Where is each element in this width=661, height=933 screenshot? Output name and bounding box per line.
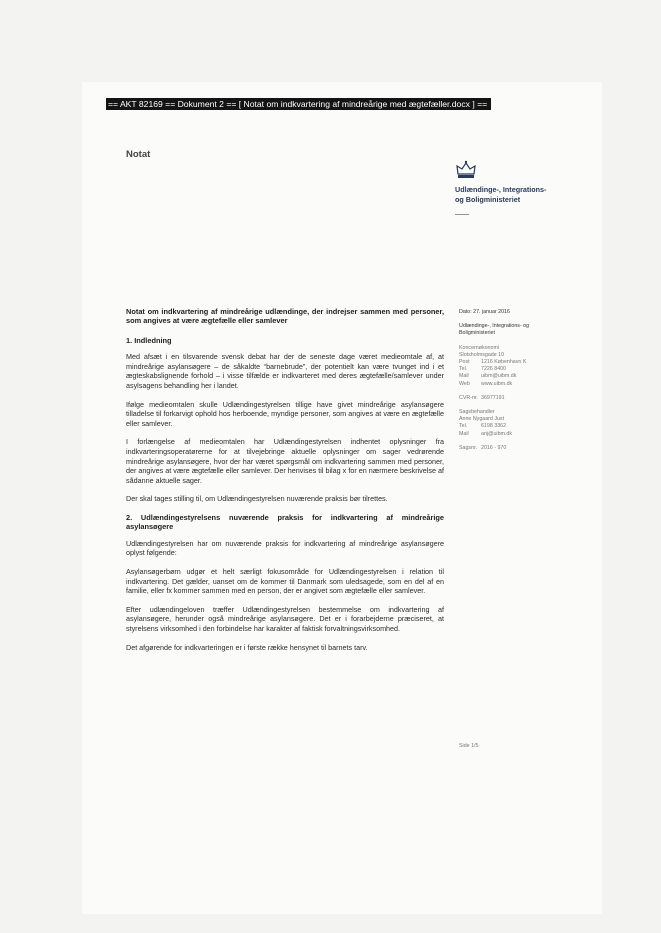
contact-value: 1216 København K xyxy=(481,359,527,366)
sidebar-address-block xyxy=(459,345,559,388)
ministry-logo-text xyxy=(455,185,565,204)
contact-label: Web xyxy=(459,380,470,387)
document-body xyxy=(126,307,444,661)
document-date: Dato: 27. januar 2016 xyxy=(459,309,510,315)
contact-row xyxy=(459,381,559,388)
sidebar-dept: Koncernøkonomi xyxy=(459,344,500,351)
paragraph: Ifølge medieomtalen skulle Udlændingestyrelsen tillige have givet mindreårige asylansøgere tilladelse til forkarvigt ophold hos herboende, myndige personer, som angives at være en ægtefælle eller samlever. xyxy=(126,399,444,428)
contact-value: 6198 3362 xyxy=(481,423,507,430)
case-number-value: 2016 - 970 xyxy=(481,444,507,451)
contact-label: Tel. xyxy=(459,423,468,430)
crown-icon xyxy=(455,160,477,180)
ministry-divider xyxy=(455,214,469,215)
contact-row xyxy=(459,366,559,373)
section-heading: 1. Indledning xyxy=(126,335,172,345)
cvr-row xyxy=(459,395,559,402)
sidebar-address: Slotsholmsgade 10 xyxy=(459,351,505,358)
caseworker-name: Anne Nygaard Just xyxy=(459,416,505,423)
case-number-row xyxy=(459,445,559,452)
document-type: Notat xyxy=(126,149,151,160)
contact-row xyxy=(459,359,559,366)
ministry-line2: og Boligministeriet xyxy=(455,194,521,204)
contact-label: Mail xyxy=(459,373,469,380)
page-number: Side 1/5 xyxy=(459,743,479,749)
contact-label: Mail xyxy=(459,430,469,437)
paragraph: Med afsæt i en tilsvarende svensk debat har der de seneste dage været medieomtale af, at mindreårige asylansøgere – de såkaldte “barnebrude”, der potentielt kan være tvunget ind i et ægteskabslignende forhold – i visse tilfælde er indkvarteret med deres ægtefælle/samlever under asylsagens behandling her i landet. xyxy=(126,352,444,390)
contact-value: www.uibm.dk xyxy=(481,380,513,387)
sidebar-ministry xyxy=(459,323,559,337)
document-banner: == AKT 82169 == Dokument 2 == [ Notat om indkvartering af mindreårige med ægtefæller.docx ] == xyxy=(106,98,491,110)
contact-value: uibm@uibm.dk xyxy=(481,373,517,380)
sidebar-ministry-line1: Udlændinge-, Integrations- og xyxy=(459,323,530,330)
paragraph: I forlængelse af medieomtalen har Udlændingestyrelsen indhentet oplysninger fra indkvarteringsoperatørerne for at tilvejebringe aktuelle oplysninger om sager vedrørende mindreårige asylansøgere, hvor der har været spørgsmål om indkvartering sammen med personer, der angives at være ægtefælle eller samlever. Der henvises til bilag x for en nærmere beskrivelse af sådanne aktuelle sager. xyxy=(126,437,444,485)
cvr-value: 36977191 xyxy=(481,394,505,401)
caseworker-label: Sagsbehandler xyxy=(459,409,495,416)
case-number-label: Sagsnr. xyxy=(459,444,477,451)
paragraph: Asylansøgerbørn udgør et helt særligt fokusområde for Udlændingestyrelsen i relation til indkvartering. Det gælder, uanset om de kommer til Danmark som uledsagede, som en del af en familie, eller fx kommer sammen med en person, der er angivet som ægtefælle eller samlever. xyxy=(126,566,444,596)
contact-value: 7226 8400 xyxy=(481,366,507,373)
section-heading: 2. Udlændingestyrelsens nuværende praksis for indkvartering af mindreårige asylansøgere xyxy=(126,512,444,532)
sidebar-ministry-line2: Boligministeriet xyxy=(459,330,495,337)
caseworker-block xyxy=(459,409,559,438)
cvr-label: CVR-nr. xyxy=(459,394,478,401)
document-title: Notat om indkvartering af mindreårige udlændinge, der indrejser sammen med personer, som angives at være ægtefælle eller samlever xyxy=(126,307,444,326)
contact-row xyxy=(459,423,559,430)
contact-row xyxy=(459,373,559,380)
contact-value: anj@uibm.dk xyxy=(481,430,512,437)
contact-row xyxy=(459,431,559,438)
paragraph: Det afgørende for indkvarteringen er i første række hensynet til barnets tarv. xyxy=(126,642,368,652)
contact-label: Tel. xyxy=(459,366,468,373)
document-sidebar xyxy=(459,309,559,459)
contact-label: Post xyxy=(459,359,470,366)
ministry-line1: Udlændinge-, Integrations- xyxy=(455,185,547,194)
paragraph: Udlændingestyrelsen har om nuværende praksis for indkvartering af mindreårige asylansøgere oplyst følgende: xyxy=(126,538,444,558)
paragraph: Der skal tages stilling til, om Udlændingestyrelsen nuværende praksis bør tilrettes. xyxy=(126,494,388,504)
paragraph: Efter udlændingeloven træffer Udlændingestyrelsen bestemmelse om indkvartering af asylansøgere, herunder også mindreårige asylansøgere. Det er i forarbejderne præciseret, at styrelsens virksomhed i den forbindelse har karakter af faktisk forvaltningsvirksomhed. xyxy=(126,604,444,633)
